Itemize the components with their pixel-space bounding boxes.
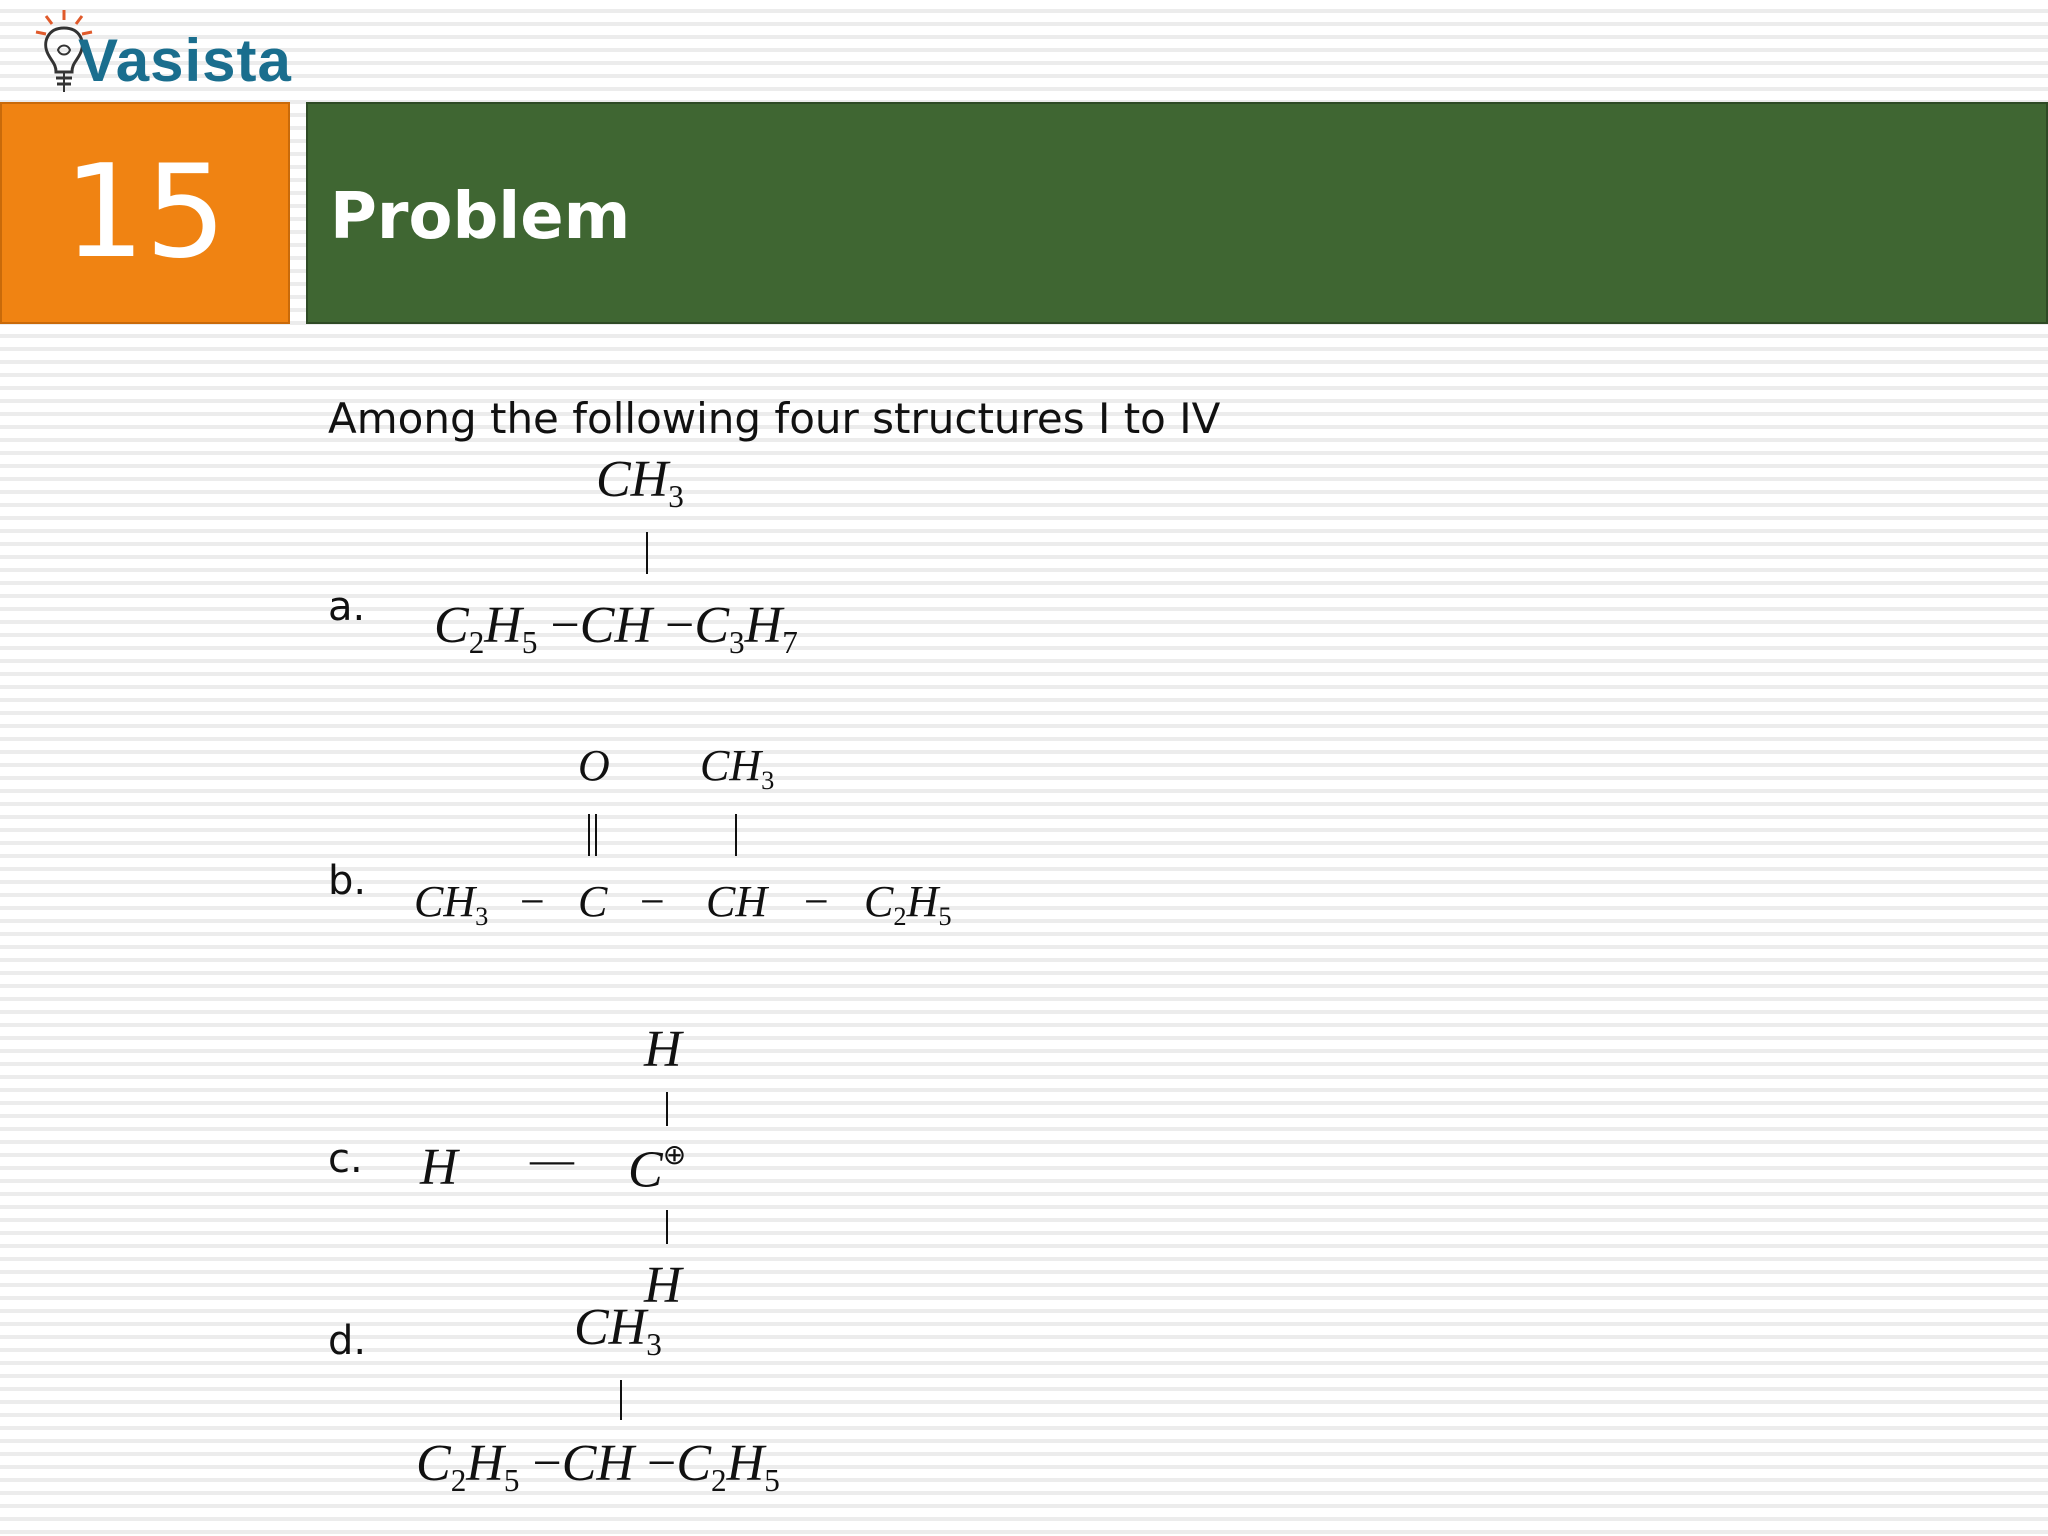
option-c-carbocation: C⊕ xyxy=(628,1140,687,1199)
option-d-label: d. xyxy=(328,1318,367,1364)
logo-text: Vasista xyxy=(78,27,292,94)
option-c-bottom-bond xyxy=(666,1210,668,1244)
positive-charge-icon: ⊕ xyxy=(662,1140,687,1171)
option-a-label: a. xyxy=(328,584,366,630)
option-b-label: b. xyxy=(328,858,367,904)
option-b-carbonyl-carbon: C xyxy=(578,877,608,926)
option-b-vertical-bond xyxy=(735,814,737,856)
option-b-top-methyl: $CH_3$ xyxy=(700,741,775,796)
option-a-chain: $C_2H_5 -CH -C_3H_7$ xyxy=(434,597,798,660)
option-b-double-bond-1 xyxy=(588,814,590,856)
option-c-h-bottom: H xyxy=(644,1257,682,1314)
option-b-bond-3: − xyxy=(804,877,829,926)
option-d-top-methyl: $CH_3$ xyxy=(574,1299,662,1362)
title-bar xyxy=(306,102,2048,324)
slide-number-box xyxy=(0,102,290,324)
option-a-vertical-bond xyxy=(646,532,648,574)
option-b-bond-2: − xyxy=(640,877,665,926)
option-b-methyl: $CH_3$ xyxy=(414,877,489,932)
option-a-top-group: $CH_3$ xyxy=(596,451,684,514)
option-b-ethyl: $C_2H_5$ xyxy=(864,877,952,932)
option-d-vertical-bond xyxy=(620,1380,622,1420)
option-c-label: c. xyxy=(328,1136,363,1182)
option-b-double-bond-2 xyxy=(595,814,597,856)
vasista-logo xyxy=(24,6,292,98)
option-b-ch: CH xyxy=(706,877,768,926)
option-b-bond-1: − xyxy=(520,877,545,926)
option-d-chain: $C_2H_5 -CH -C_2H_5$ xyxy=(416,1435,780,1498)
question-intro: Among the following four structures I to IV xyxy=(328,394,1221,443)
option-c-h-left: H xyxy=(420,1139,458,1196)
option-b-oxygen: O xyxy=(578,741,610,790)
slide-number: 15 xyxy=(63,138,227,287)
slide-title: Problem xyxy=(330,180,631,254)
option-c-top-bond xyxy=(666,1092,668,1126)
option-c-left-bond: — xyxy=(530,1135,574,1184)
option-c-h-top: H xyxy=(644,1021,682,1078)
